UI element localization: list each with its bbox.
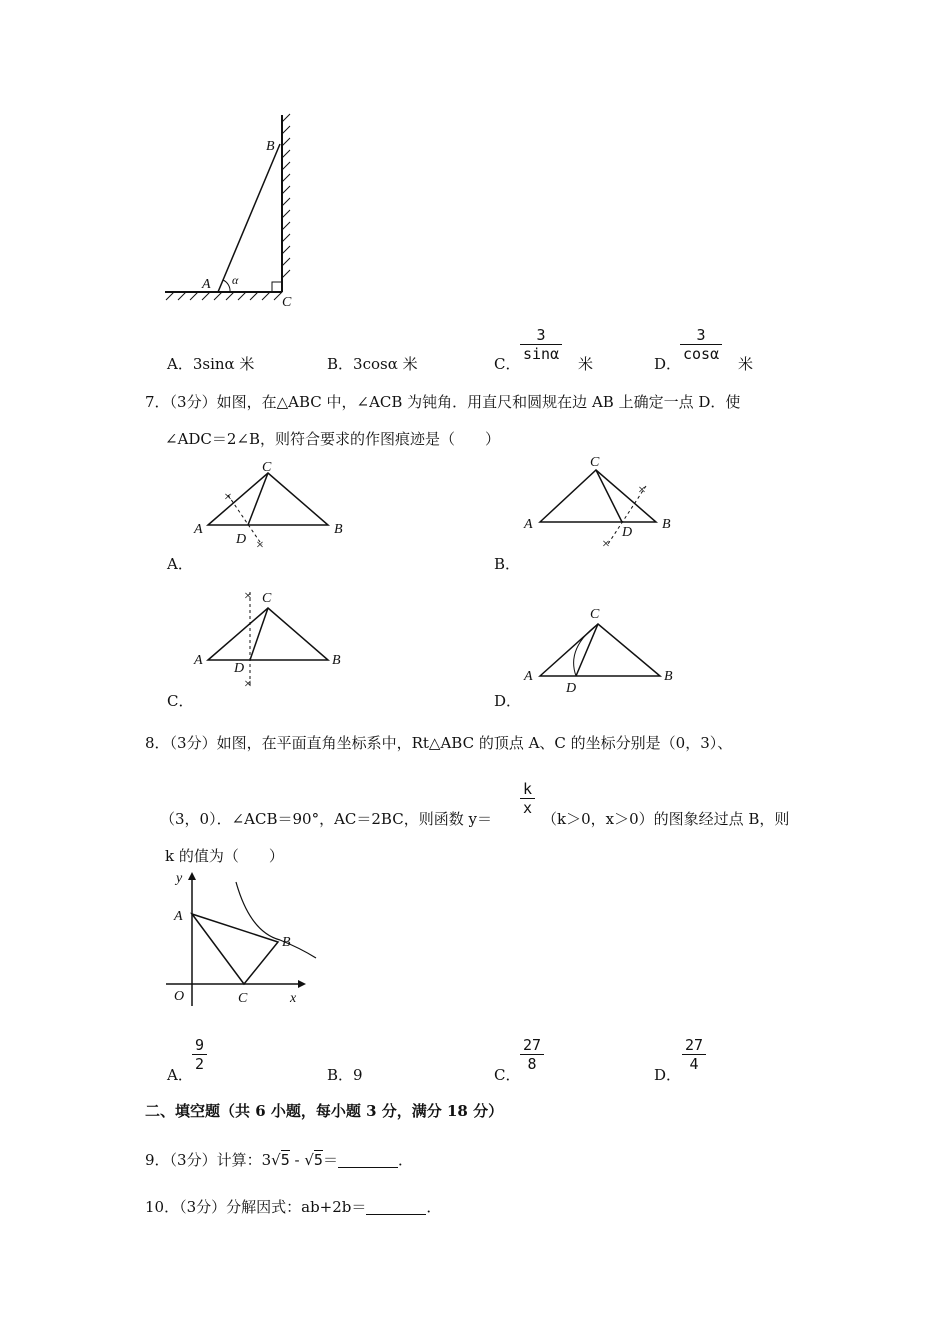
- q8-coordinate-figure: [160, 868, 320, 1008]
- q8-c-den: 8: [527, 1055, 537, 1073]
- q6-option-c-prefix: C．: [494, 355, 521, 373]
- q7-figure-b: [520, 452, 690, 552]
- q8-frac-den: x: [523, 799, 533, 817]
- sqrt-icon: √: [271, 1151, 281, 1169]
- svg-text:A: A: [524, 669, 533, 684]
- q7-option-a: A．: [167, 555, 193, 573]
- svg-text:A: A: [524, 517, 533, 532]
- svg-text:C: C: [590, 455, 600, 470]
- q8-stem-line3: k 的值为（ ）: [165, 847, 284, 865]
- svg-text:D: D: [236, 532, 247, 547]
- q9-answer-blank[interactable]: [338, 1153, 398, 1168]
- q7-stem-line2: ∠ADC＝2∠B，则符合要求的作图痕迹是（ ）: [165, 430, 501, 448]
- q8-stem-line2-start: （3，0）．∠ACB＝90°，AC＝2BC，则函数 y＝: [160, 810, 492, 828]
- q10-end: ．: [426, 1198, 442, 1216]
- q6-d-den: cosα: [683, 345, 720, 363]
- q9-radicand-1: 5: [280, 1151, 290, 1169]
- q6-d-num: 3: [696, 326, 706, 344]
- q8-option-c-fraction: [520, 1036, 544, 1073]
- q9-end: ．: [397, 1151, 413, 1169]
- svg-text:×: ×: [244, 589, 252, 604]
- q8-fig-b: B: [282, 935, 291, 950]
- q6-option-b: B．3cosα 米: [327, 355, 418, 373]
- svg-text:B: B: [334, 522, 343, 537]
- sqrt-icon: √: [304, 1151, 314, 1169]
- svg-text:×: ×: [244, 677, 252, 692]
- svg-text:×: ×: [256, 538, 264, 553]
- q7-stem-line1: 7．（3分）如图，在△ABC 中，∠ACB 为钝角．用直尺和圆规在边 AB 上确定一点 D．使: [145, 393, 741, 411]
- q8-option-b: B．9: [327, 1066, 363, 1084]
- q8-option-d-fraction: [682, 1036, 706, 1073]
- section-title: 二、填空题（共 6 小题，每小题 3 分，满分 18 分）: [145, 1102, 504, 1120]
- q6-option-d-unit: 米: [738, 355, 754, 373]
- q7-figure-d: [520, 600, 690, 695]
- q10-answer-blank[interactable]: [366, 1200, 426, 1215]
- q9-radicand-2: 5: [313, 1151, 323, 1169]
- q9-minus: -: [289, 1151, 305, 1169]
- svg-text:B: B: [664, 669, 673, 684]
- q8-fig-y: y: [176, 871, 183, 886]
- q8-fig-x: x: [290, 991, 297, 1006]
- svg-text:A: A: [194, 653, 203, 668]
- q8-d-num: 27: [685, 1036, 704, 1054]
- q6-option-d-fraction: [680, 326, 722, 363]
- q6-label-alpha: α: [232, 273, 239, 287]
- q8-stem-line2-end: （k＞0，x＞0）的图象经过点 B，则: [542, 810, 790, 828]
- q8-stem-line1: 8．（3分）如图，在平面直角坐标系中，Rt△ABC 的顶点 A、C 的坐标分别是（0，3）、: [145, 734, 733, 752]
- q8-option-a-prefix: A．: [167, 1066, 193, 1084]
- svg-text:C: C: [262, 460, 272, 475]
- q8-fig-a: A: [174, 909, 183, 924]
- svg-text:D: D: [234, 661, 245, 676]
- q6-option-c-unit: 米: [578, 355, 594, 373]
- q9-prefix: 9．（3分）计算：3: [145, 1151, 272, 1169]
- q10-line: [145, 1196, 441, 1217]
- q8-fig-o: O: [174, 989, 185, 1004]
- q7-option-d: D．: [494, 692, 522, 710]
- q9-equals: ＝: [322, 1151, 338, 1169]
- q7-figure-c: [190, 588, 360, 693]
- svg-text:×: ×: [224, 490, 232, 505]
- q9-line: [145, 1149, 413, 1170]
- svg-text:×: ×: [602, 537, 610, 552]
- q8-option-c-prefix: C．: [494, 1066, 521, 1084]
- svg-text:D: D: [622, 525, 633, 540]
- q8-a-den: 2: [195, 1055, 205, 1073]
- q6-label-b: B: [266, 139, 275, 154]
- q6-ladder-figure: [160, 110, 320, 310]
- svg-text:A: A: [194, 522, 203, 537]
- q6-label-a: A: [202, 277, 211, 292]
- q6-c-num: 3: [536, 326, 546, 344]
- q10-prefix: 10．（3分）分解因式：ab+2b＝: [145, 1198, 367, 1216]
- q6-c-den: sinα: [523, 345, 560, 363]
- q6-option-a: A．3sinα 米: [167, 355, 255, 373]
- q7-figure-a: [190, 455, 360, 555]
- q8-d-den: 4: [689, 1055, 699, 1073]
- q8-frac-num: k: [523, 780, 533, 798]
- q8-option-d-prefix: D．: [654, 1066, 682, 1084]
- q6-label-c: C: [282, 295, 292, 310]
- q8-function-fraction: [520, 780, 535, 817]
- svg-text:C: C: [262, 591, 272, 606]
- svg-text:B: B: [332, 653, 341, 668]
- q6-option-c-fraction: [520, 326, 562, 363]
- q8-option-a-fraction: [192, 1036, 207, 1073]
- svg-text:D: D: [566, 681, 577, 695]
- svg-text:B: B: [662, 517, 671, 532]
- q6-option-d-prefix: D．: [654, 355, 682, 373]
- q8-c-num: 27: [523, 1036, 542, 1054]
- q8-a-num: 9: [195, 1036, 205, 1054]
- q8-fig-c: C: [238, 991, 248, 1006]
- svg-text:C: C: [590, 607, 600, 622]
- q7-option-b: B．: [494, 555, 521, 573]
- svg-text:×: ×: [638, 483, 646, 498]
- q7-option-c: C．: [167, 692, 194, 710]
